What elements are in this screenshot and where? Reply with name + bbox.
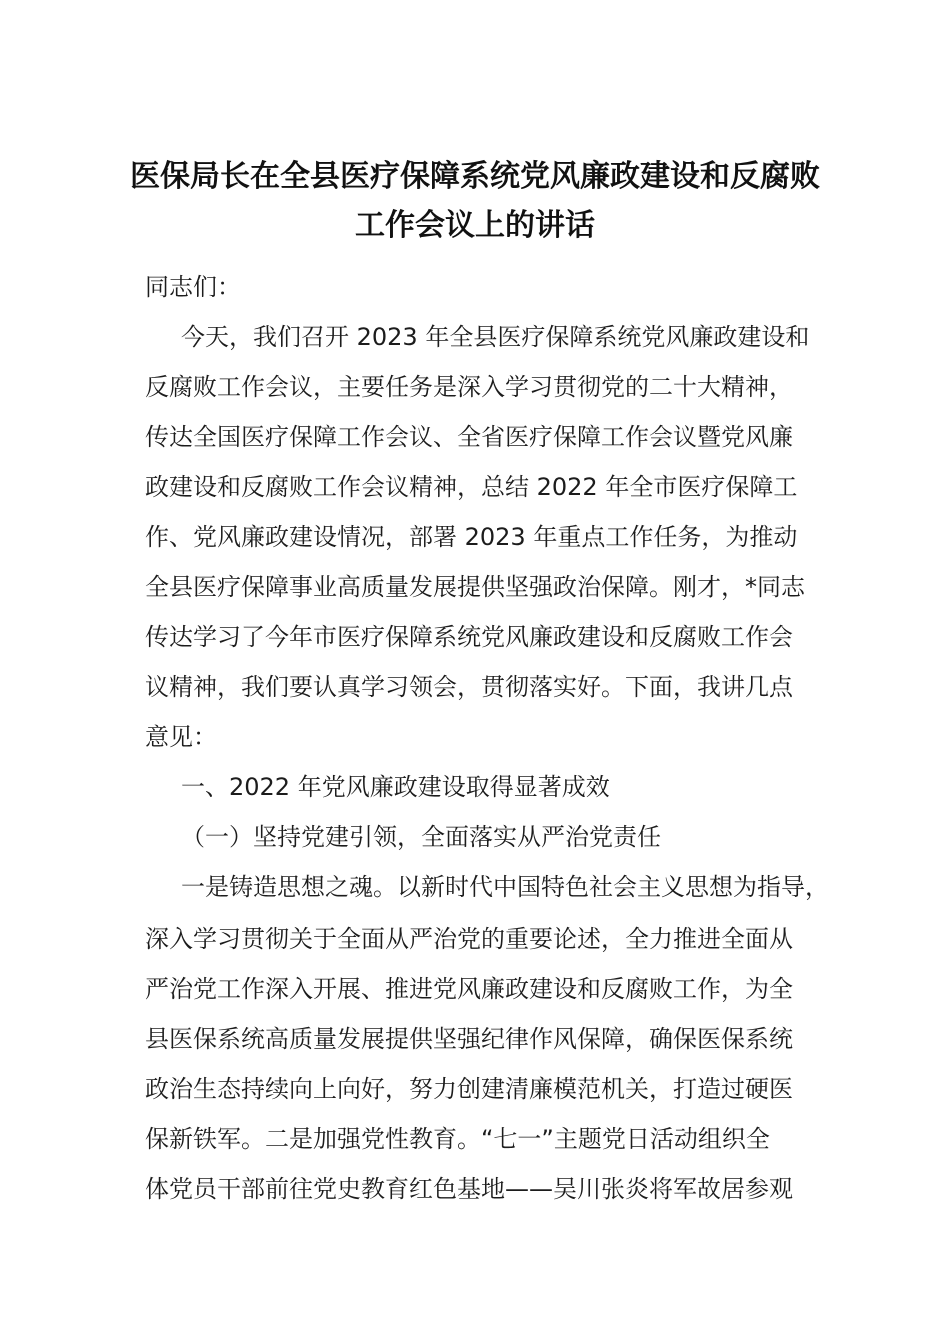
paragraph-line: 保新铁军。二是加强党性教育。“七一”主题党日活动组织全 bbox=[145, 1125, 770, 1153]
document-title-line-1: 医保局长在全县医疗保障系统党风廉政建设和反腐败 bbox=[130, 159, 820, 194]
paragraph-line: 政建设和反腐败工作会议精神，总结 2022 年全市医疗保障工 bbox=[145, 473, 798, 501]
paragraph-line: 传达全国医疗保障工作会议、全省医疗保障工作会议暨党风廉 bbox=[145, 423, 793, 451]
paragraph-line: 严治党工作深入开展、推进党风廉政建设和反腐败工作，为全 bbox=[145, 975, 793, 1003]
paragraph-line: 意见： bbox=[145, 723, 217, 751]
paragraph-line: 全县医疗保障事业高质量发展提供坚强政治保障。刚才，*同志 bbox=[145, 573, 805, 601]
document-title-line-2: 工作会议上的讲话 bbox=[355, 208, 595, 243]
paragraph-line: 反腐败工作会议，主要任务是深入学习贯彻党的二十大精神， bbox=[145, 373, 793, 401]
paragraph-line: 议精神，我们要认真学习领会，贯彻落实好。下面，我讲几点 bbox=[145, 673, 793, 701]
paragraph-line: 县医保系统高质量发展提供坚强纪律作风保障，确保医保系统 bbox=[145, 1025, 793, 1053]
paragraph-line: 作、党风廉政建设情况，部署 2023 年重点工作任务，为推动 bbox=[145, 523, 798, 551]
section-heading: 一、2022 年党风廉政建设取得显著成效 bbox=[181, 773, 610, 801]
salutation: 同志们： bbox=[145, 273, 241, 301]
subsection-heading: （一）坚持党建引领，全面落实从严治党责任 bbox=[181, 823, 661, 851]
paragraph-line: 深入学习贯彻关于全面从严治党的重要论述，全力推进全面从 bbox=[145, 925, 793, 953]
paragraph-line: 今天，我们召开 2023 年全县医疗保障系统党风廉政建设和 bbox=[181, 323, 810, 351]
paragraph-line: 一是铸造思想之魂。以新时代中国特色社会主义思想为指导， bbox=[181, 873, 829, 901]
paragraph-line: 政治生态持续向上向好，努力创建清廉模范机关，打造过硬医 bbox=[145, 1075, 793, 1103]
paragraph-line: 体党员干部前往党史教育红色基地——吴川张炎将军故居参观 bbox=[145, 1175, 793, 1203]
paragraph-line: 传达学习了今年市医疗保障系统党风廉政建设和反腐败工作会 bbox=[145, 623, 793, 651]
